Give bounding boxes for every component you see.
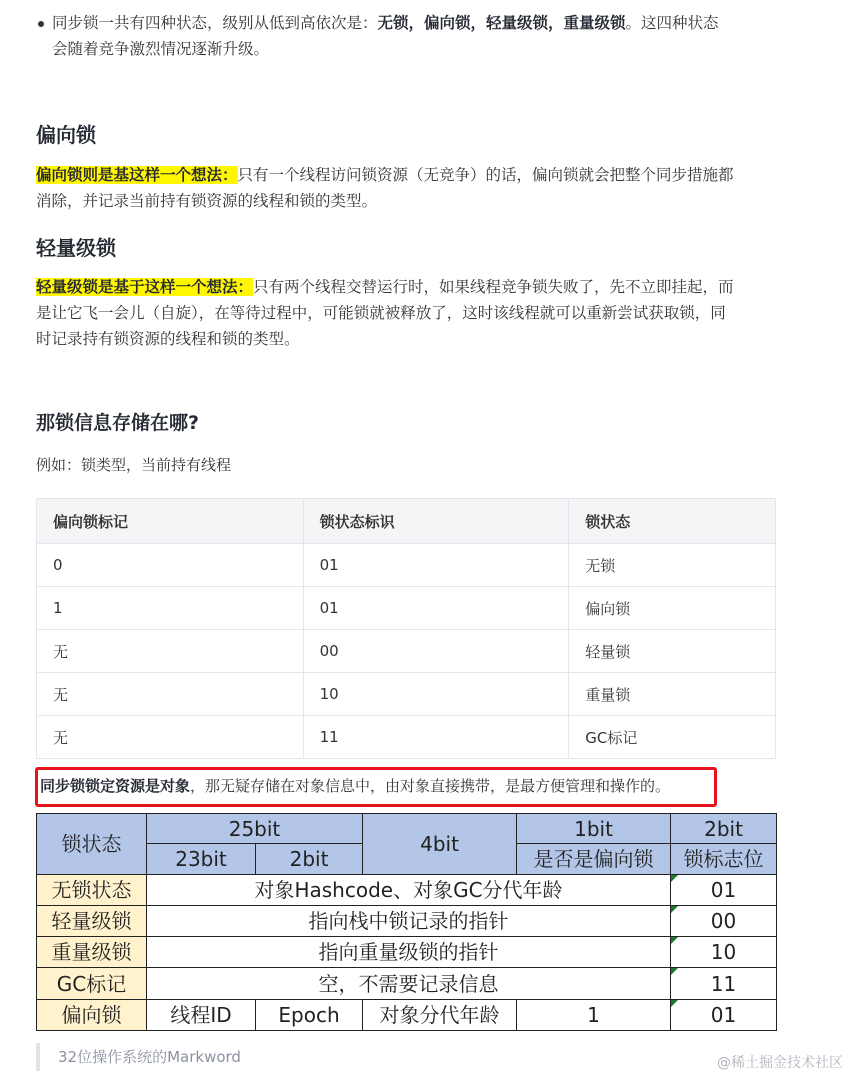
- mw-age: 对象分代年龄: [363, 999, 517, 1030]
- table-cell: 无锁: [569, 544, 776, 587]
- lightweight-line2: 是让它飞一会儿（自旋），在等待过程中，可能锁就被释放了，这时该线程就可以重新尝试获取锁，同: [36, 304, 726, 322]
- table-cell: 11: [303, 716, 569, 759]
- mw-flag-value: 01: [710, 1002, 737, 1027]
- markword-row: [37, 968, 777, 999]
- markword-header-row: [37, 814, 777, 844]
- table-cell: 重量锁: [569, 673, 776, 716]
- biased-line1: 只有一个线程访问锁资源（无竞争）的话，偏向锁就会把整个同步措施都: [237, 166, 734, 184]
- mw-header-4bit: 4bit: [363, 814, 517, 875]
- lightweight-paragraph: [36, 274, 781, 352]
- biased-heading: 偏向锁: [36, 123, 96, 147]
- cell-marker: [671, 968, 678, 975]
- mw-row-content: 指向重量级锁的指针: [147, 937, 671, 968]
- mw-header-25bit: 25bit: [147, 814, 363, 844]
- intro-prefix: 同步锁一共有四种状态，级别从低到高依次是：: [52, 14, 378, 32]
- table-row: [37, 587, 776, 630]
- mw-row-flag: [671, 905, 777, 936]
- mw-header-flag: 锁标志位: [671, 844, 777, 874]
- cell-marker: [671, 906, 678, 913]
- markword-table: [36, 813, 777, 1031]
- mw-header-2bit-sub: 2bit: [256, 844, 363, 874]
- mw-row-flag: [671, 968, 777, 999]
- table-cell: 轻量锁: [569, 630, 776, 673]
- header-biased-flag: 偏向锁标记: [37, 499, 304, 544]
- mw-header-23bit: 23bit: [147, 844, 256, 874]
- mw-thread-id: 线程ID: [147, 999, 256, 1030]
- storage-example: 例如：锁类型，当前持有线程: [36, 456, 232, 474]
- mw-flag-value: 11: [710, 971, 737, 996]
- biased-paragraph: [36, 162, 781, 214]
- mw-header-1bit: 1bit: [517, 814, 671, 844]
- mw-row-state: 重量级锁: [37, 937, 147, 968]
- table-header-row: [37, 499, 776, 544]
- mw-biased-bit: 1: [517, 999, 671, 1030]
- mw-row-flag: [671, 937, 777, 968]
- note-rest: ，那无疑存储在对象信息中，由对象直接携带，是最方便管理和操作的。: [190, 777, 671, 795]
- watermark: @稀土掘金技术社区: [717, 1055, 843, 1071]
- table-row: [37, 716, 776, 759]
- mw-row-content: 空，不需要记录信息: [147, 968, 671, 999]
- image-caption: 32位操作系统的Markword: [58, 1048, 241, 1066]
- bullet-dot: [38, 21, 44, 27]
- table-cell: 无: [37, 673, 304, 716]
- caption-quote-bar: [36, 1043, 40, 1071]
- mw-flag-value: 01: [710, 877, 737, 902]
- storage-heading: 那锁信息存储在哪?: [36, 412, 200, 434]
- table-cell: 00: [303, 630, 569, 673]
- lightweight-highlight: 轻量级锁是基于这样一个想法：: [36, 278, 254, 296]
- lightweight-line1: 只有两个线程交替运行时，如果线程竞争锁失败了，先不立即挂起，而: [253, 278, 734, 296]
- markword-row: [37, 905, 777, 936]
- lightweight-heading: 轻量级锁: [36, 236, 116, 260]
- table-cell: 无: [37, 630, 304, 673]
- table-cell: GC标记: [569, 716, 776, 759]
- lightweight-line3: 时记录持有锁资源的线程和锁的类型。: [36, 330, 300, 348]
- table-cell: 偏向锁: [569, 587, 776, 630]
- mw-row-state: 偏向锁: [37, 999, 147, 1030]
- mw-epoch: Epoch: [256, 999, 363, 1030]
- cell-marker: [671, 937, 678, 944]
- intro-bullet: [52, 10, 792, 62]
- table-cell: 01: [303, 544, 569, 587]
- table-row: [37, 630, 776, 673]
- mw-header-is-biased: 是否是偏向锁: [517, 844, 671, 874]
- mw-header-state: 锁状态: [37, 814, 147, 875]
- table-cell: 01: [303, 587, 569, 630]
- table-cell: 1: [37, 587, 304, 630]
- table-cell: 0: [37, 544, 304, 587]
- mw-row-flag: [671, 874, 777, 905]
- mw-row-flag: [671, 999, 777, 1030]
- note-bold: 同步锁锁定资源是对象: [40, 777, 191, 795]
- mw-header-2bit: 2bit: [671, 814, 777, 844]
- table-cell: 无: [37, 716, 304, 759]
- cell-marker: [671, 875, 678, 882]
- intro-states: 无锁，偏向锁，轻量级锁，重量级锁: [377, 14, 626, 32]
- table-row: [37, 673, 776, 716]
- mw-row-state: GC标记: [37, 968, 147, 999]
- markword-row: [37, 874, 777, 905]
- markword-biased-row: [37, 999, 777, 1030]
- biased-line2: 消除，并记录当前持有锁资源的线程和锁的类型。: [36, 192, 378, 210]
- mw-row-content: 对象Hashcode、对象GC分代年龄: [147, 874, 671, 905]
- mw-row-content: 指向栈中锁记录的指针: [147, 905, 671, 936]
- table-row: [37, 544, 776, 587]
- intro-line2: 会随着竞争激烈情况逐渐升级。: [52, 40, 270, 58]
- table-cell: 10: [303, 673, 569, 716]
- cell-marker: [671, 1000, 678, 1007]
- mw-flag-value: 10: [710, 940, 737, 965]
- mw-row-state: 轻量级锁: [37, 905, 147, 936]
- header-lock-state: 锁状态: [569, 499, 776, 544]
- note-text: [40, 775, 670, 797]
- mw-flag-value: 00: [710, 908, 737, 933]
- intro-suffix: 。这四种状态: [625, 14, 719, 32]
- header-state-id: 锁状态标识: [303, 499, 569, 544]
- biased-highlight: 偏向锁则是基这样一个想法：: [36, 166, 238, 184]
- mw-row-state: 无锁状态: [37, 874, 147, 905]
- lock-info-table: [36, 498, 776, 759]
- markword-row: [37, 937, 777, 968]
